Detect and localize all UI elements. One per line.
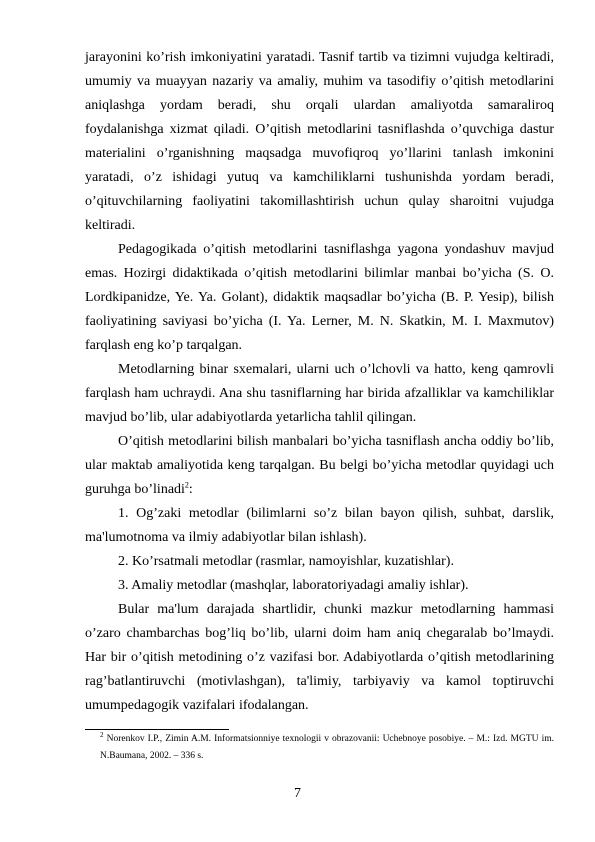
paragraph: Bular ma'lum darajada shartlidir, chunki mazkur metodlarning hammasi o’zaro chambarchas bog’liq bo’lib, ularni doim ham aniq chegaralab bo’lmaydi. Har bir o’qitish metodining o’z vazifasi bor. Adabiyotlarda o’qitish metodlarining rag’batlantiruvchi (motivlashgan), ta'limiy, tarbiyaviy va kamol toptiruvchi umumpedagogik vazifalari ifodalangan. — [85, 602, 554, 713]
paragraph-colon: : — [188, 482, 193, 497]
footnote-reference: 2 — [184, 480, 189, 490]
paragraph: Pedagogikada o’qitish metodlarini tasniflashga yagona yondashuv mavjud emas. Hozirgi didaktikada o’qitish metodlarini bilimlar manbai bo’yicha (S. O. Lordkipanidze, Ye. Ya. Golant), didaktik maqsadlar bo’yicha (B. P. Yesip), bilish faoliyatining saviyasi bo’yicha (I. Ya. Lerner, M. N. Skatkin, M. I. Maxmutov) farqlash eng ko’p tarqalgan. — [85, 242, 554, 353]
paragraph-text: O’qitish metodlarini bilish manbalari bo’yicha tasniflash ancha oddiy bo’lib, ular maktab amaliyotida keng tarqalgan. Bu belgi bo’yicha metodlar quyidagi uch guruhga bo’linadi — [85, 434, 554, 497]
footnote-separator — [85, 729, 229, 730]
list-item: 3. Amaliy metodlar (mashqlar, laboratoriyadagi amaliy ishlar). — [118, 578, 469, 593]
page-number: 7 — [294, 786, 301, 801]
paragraph — [85, 430, 554, 502]
footnote-number: 2 — [100, 730, 104, 739]
body-text — [85, 46, 554, 718]
footnote — [100, 731, 554, 765]
paragraph: Metodlarning binar sxemalari, ularni uch o’lchovli va hatto, keng qamrovli farqlash ham uchraydi. Ana shu tasniflarning har birida afzalliklar va kamchiliklar mavjud bo’lib, ular adabiyotlarda yetarlicha tahlil qilingan. — [85, 362, 554, 425]
footnote-text: Norenkov I.P., Zimin A.M. Informatsionniye texnologii v obrazovanii: Uchebnoye posobiye. – M.: Izd. MGTU im. N.Baumana, 2002. – 336 s. — [100, 734, 555, 761]
list-item: 2. Ko’rsatmali metodlar (rasmlar, namoyishlar, kuzatishlar). — [118, 554, 454, 569]
paragraph: jarayonini ko’rish imkoniyatini yaratadi. Tasnif tartib va tizimni vujudga keltiradi, umumiy va muayyan nazariy va amaliy, muhim va tasodifiy o’qitish metodlarini aniqlashga yordam beradi, shu orqali ulardan amaliyotda samaraliroq foydalanishga xizmat qiladi. O’qitish metodlarini tasniflashda o’quvchiga dastur materialini o’rganishning maqsadga muvofiqroq yo’llarini tanlash imkonini yaratadi, o’z ishidagi yutuq va kamchiliklarni tushunishda yordam beradi, o’qituvchilarning faoliyatini takomillashtirish uchun qulay sharoitni vujudga keltiradi. — [85, 50, 554, 233]
list-item: 1. Og’zaki metodlar (bilimlarni so’z bilan bayon qilish, suhbat, darslik, ma'lumotnoma va ilmiy adabiyotlar bilan ishlash). — [85, 506, 554, 545]
